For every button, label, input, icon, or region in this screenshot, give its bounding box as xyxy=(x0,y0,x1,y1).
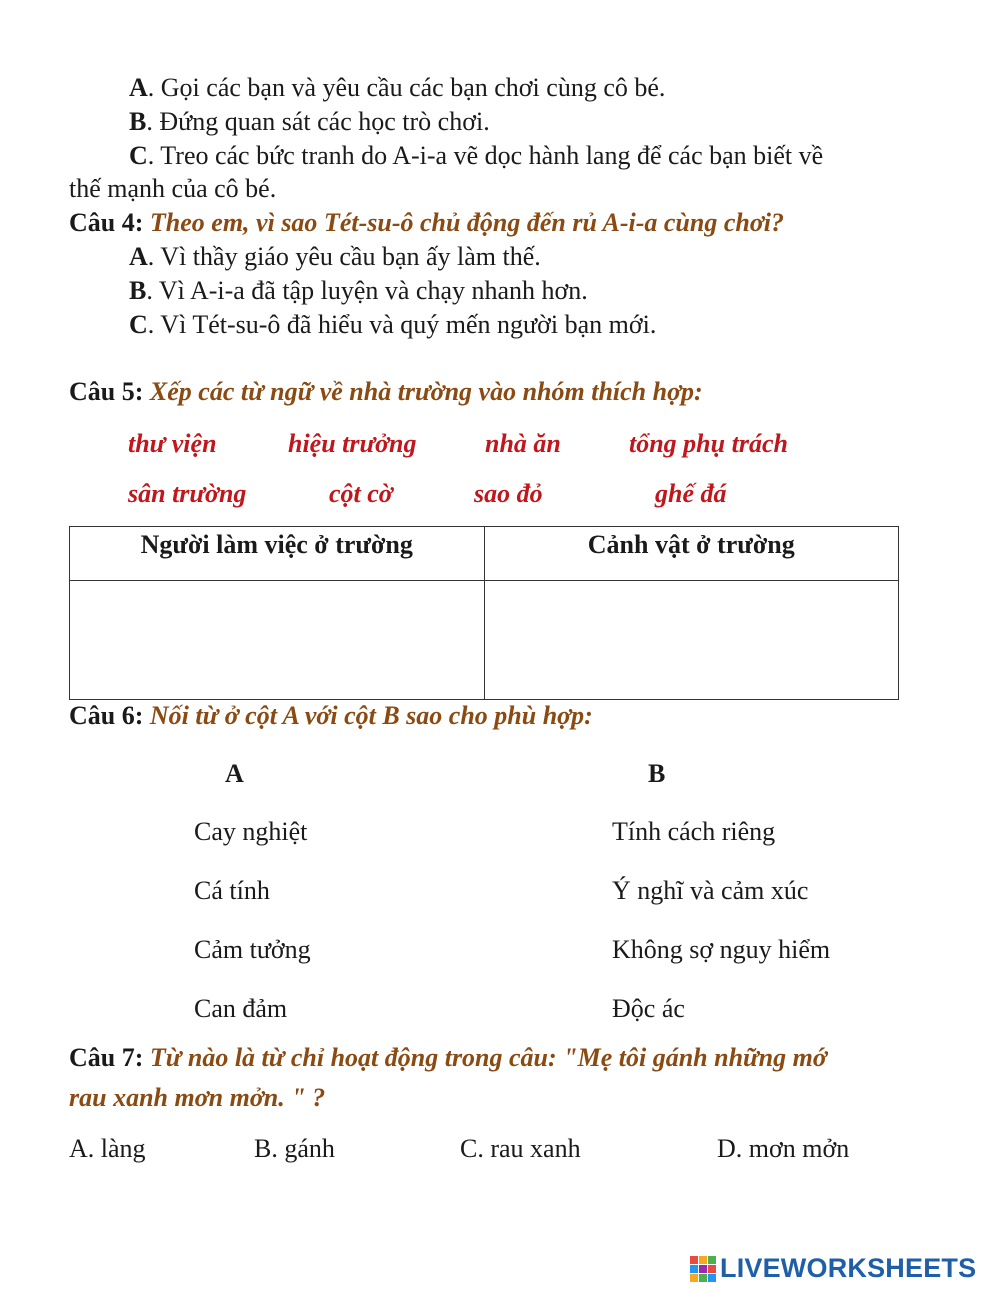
q3-option-c-continued: thế mạnh của cô bé. xyxy=(69,174,277,203)
q5-question: Xếp các từ ngữ về nhà trường vào nhóm thích hợp: xyxy=(149,377,703,406)
q4-option-c: C. Vì Tét-su-ô đã hiểu và quý mến người bạn mới. xyxy=(129,310,657,339)
q5-sort-table xyxy=(69,526,899,700)
q7-option-c[interactable]: C. rau xanh xyxy=(460,1134,581,1163)
q3-option-c: C. Treo các bức tranh do A-i-a vẽ dọc hành lang để các bạn biết về xyxy=(129,141,824,170)
match-b-item[interactable]: Độc ác xyxy=(612,994,685,1023)
q5-heading xyxy=(69,376,703,407)
match-a-item[interactable]: Cay nghiệt xyxy=(194,817,308,846)
q7-heading xyxy=(69,1042,827,1073)
q7-question-line1: Từ nào là từ chỉ hoạt động trong câu: "Mẹ tôi gánh những mớ xyxy=(149,1043,827,1072)
word-hieu-truong[interactable]: hiệu trưởng xyxy=(288,429,417,458)
drop-zone-scenery[interactable] xyxy=(484,581,899,700)
q4-option-b: B. Vì A-i-a đã tập luyện và chạy nhanh hơn. xyxy=(129,276,588,305)
drop-zone-people[interactable] xyxy=(70,581,485,700)
match-a-item[interactable]: Can đảm xyxy=(194,994,288,1023)
word-ghe-da[interactable]: ghế đá xyxy=(655,479,727,508)
match-a-item[interactable]: Cảm tưởng xyxy=(194,935,311,964)
word-sao-do[interactable]: sao đỏ xyxy=(474,479,543,508)
q6-heading xyxy=(69,700,593,731)
liveworksheets-wordmark: LIVEWORKSHEETS xyxy=(720,1253,977,1283)
word-thu-vien[interactable]: thư viện xyxy=(128,429,217,458)
q4-question: Theo em, vì sao Tét-su-ô chủ động đến rủ A-i-a cùng chơi? xyxy=(149,208,785,237)
word-tong-phu-trach[interactable]: tổng phụ trách xyxy=(629,429,788,458)
q6-question: Nối từ ở cột A với cột B sao cho phù hợp: xyxy=(149,701,593,730)
q4-heading xyxy=(69,207,784,238)
column-b-title: B xyxy=(648,759,666,788)
q7-label: Câu 7: xyxy=(69,1043,144,1072)
match-b-item[interactable]: Ý nghĩ và cảm xúc xyxy=(612,876,809,905)
table-header-scenery: Cảnh vật ở trường xyxy=(484,527,899,581)
q7-question-line2: rau xanh mơn mởn. " ? xyxy=(69,1083,326,1112)
word-cot-co[interactable]: cột cờ xyxy=(329,479,393,508)
table-header-people: Người làm việc ở trường xyxy=(70,527,485,581)
q7-option-d[interactable]: D. mơn mởn xyxy=(717,1134,850,1163)
q4-option-a: A. Vì thầy giáo yêu cầu bạn ấy làm thế. xyxy=(129,242,541,271)
match-b-item[interactable]: Tính cách riêng xyxy=(612,817,776,846)
liveworksheets-logo xyxy=(690,1253,976,1284)
liveworksheets-grid-icon xyxy=(690,1256,716,1282)
match-b-item[interactable]: Không sợ nguy hiểm xyxy=(612,935,831,964)
q6-label: Câu 6: xyxy=(69,701,144,730)
q3-option-a: A. Gọi các bạn và yêu cầu các bạn chơi cùng cô bé. xyxy=(129,73,666,102)
word-nha-an[interactable]: nhà ăn xyxy=(485,429,561,458)
q3-option-b: B. Đứng quan sát các học trò chơi. xyxy=(129,107,490,136)
q5-label: Câu 5: xyxy=(69,377,144,406)
word-san-truong[interactable]: sân trường xyxy=(128,479,247,508)
q7-option-b[interactable]: B. gánh xyxy=(254,1134,335,1163)
q7-option-a[interactable]: A. làng xyxy=(69,1134,146,1163)
q4-label: Câu 4: xyxy=(69,208,144,237)
column-a-title: A xyxy=(225,759,244,788)
match-a-item[interactable]: Cá tính xyxy=(194,876,270,905)
